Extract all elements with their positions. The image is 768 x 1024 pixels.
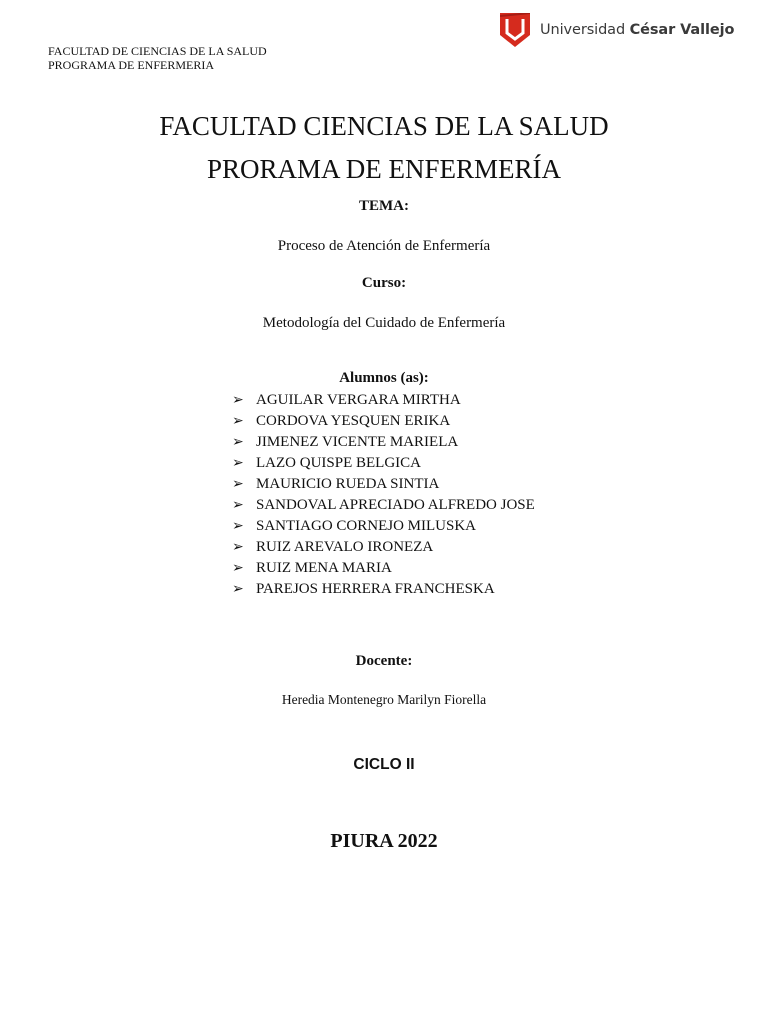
- university-logo: [500, 12, 734, 48]
- alumnos-label: Alumnos (as):: [339, 370, 429, 386]
- student-name: RUIZ MENA MARIA: [256, 560, 392, 576]
- ucv-shield-icon: [500, 13, 530, 47]
- arrow-bullet-icon: ➢: [232, 539, 244, 555]
- tema-label: TEMA:: [359, 198, 409, 214]
- list-item: [232, 558, 535, 579]
- curso-label: Curso:: [361, 275, 407, 291]
- arrow-bullet-icon: ➢: [232, 497, 244, 513]
- student-name: SANDOVAL APRECIADO ALFREDO JOSE: [256, 497, 535, 513]
- student-name: PAREJOS HERRERA FRANCHESKA: [256, 581, 495, 597]
- ciclo-label: CICLO II: [353, 756, 415, 773]
- title-program: PRORAMA DE ENFERMERÍA: [206, 154, 562, 184]
- student-name: RUIZ AREVALO IRONEZA: [256, 539, 434, 555]
- list-item: [232, 432, 535, 453]
- student-name: LAZO QUISPE BELGICA: [256, 455, 421, 471]
- list-item: [232, 453, 535, 474]
- list-item: [232, 516, 535, 537]
- arrow-bullet-icon: ➢: [232, 392, 244, 408]
- arrow-bullet-icon: ➢: [232, 455, 244, 471]
- list-item: [232, 390, 535, 411]
- list-item: [232, 537, 535, 558]
- title-faculty: FACULTAD CIENCIAS DE LA SALUD: [159, 111, 609, 141]
- arrow-bullet-icon: ➢: [232, 518, 244, 534]
- student-list: [232, 390, 535, 600]
- student-name: SANTIAGO CORNEJO MILUSKA: [256, 518, 477, 534]
- header-program: PROGRAMA DE ENFERMERIA: [48, 58, 215, 72]
- student-name: JIMENEZ VICENTE MARIELA: [256, 434, 459, 450]
- arrow-bullet-icon: ➢: [232, 560, 244, 576]
- arrow-bullet-icon: ➢: [232, 581, 244, 597]
- docente-value: Heredia Montenegro Marilyn Fiorella: [281, 692, 487, 707]
- arrow-bullet-icon: ➢: [232, 413, 244, 429]
- tema-value: Proceso de Atención de Enfermería: [277, 238, 491, 254]
- list-item: [232, 411, 535, 432]
- university-name: Universidad César Vallejo: [540, 22, 735, 38]
- arrow-bullet-icon: ➢: [232, 434, 244, 450]
- list-item: [232, 474, 535, 495]
- student-name: MAURICIO RUEDA SINTIA: [256, 476, 440, 492]
- list-item: [232, 495, 535, 516]
- place-year: PIURA 2022: [330, 830, 438, 852]
- docente-label: Docente:: [355, 653, 413, 669]
- list-item: [232, 579, 535, 600]
- arrow-bullet-icon: ➢: [232, 476, 244, 492]
- student-name: CORDOVA YESQUEN ERIKA: [256, 413, 451, 429]
- student-name: AGUILAR VERGARA MIRTHA: [256, 392, 461, 408]
- curso-value: Metodología del Cuidado de Enfermería: [262, 315, 506, 331]
- header-faculty: FACULTAD DE CIENCIAS DE LA SALUD: [48, 44, 267, 58]
